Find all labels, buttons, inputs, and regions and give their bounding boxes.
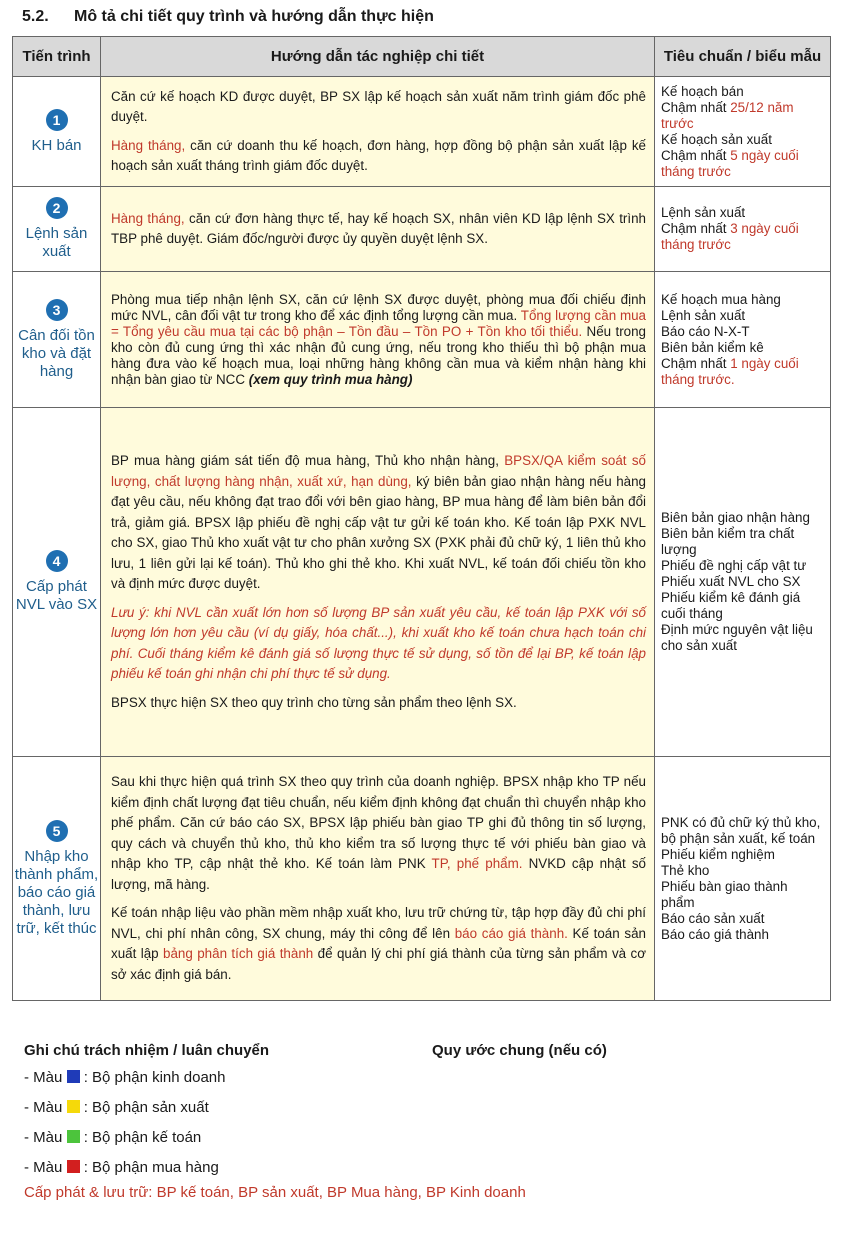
step-number-badge: 1	[46, 109, 68, 131]
table-row	[13, 272, 831, 408]
color-swatch	[67, 1100, 80, 1113]
color-swatch	[67, 1070, 80, 1083]
standard-cell	[655, 408, 831, 757]
standard-item: Báo cáo sản xuất	[661, 910, 765, 926]
step-label: Cân đối tồn kho và đặt hàng	[18, 326, 95, 380]
table-row	[13, 77, 831, 187]
standard-item: Chậm nhất 25/12 năm trước	[661, 99, 794, 131]
standard-item: Lệnh sản xuất	[661, 307, 746, 323]
guide-paragraph: BPSX thực hiện SX theo quy trình cho từng sản phẩm theo lệnh SX.	[111, 694, 517, 710]
standard-item: Phiếu kiểm nghiệm	[661, 846, 775, 862]
guide-cell	[101, 77, 655, 187]
table-row	[13, 757, 831, 1001]
general-convention: Quy ước chung (nếu có)	[432, 1042, 607, 1059]
guide-paragraph	[111, 136, 646, 177]
step-label: KH bán	[31, 136, 82, 154]
color-swatch	[67, 1130, 80, 1143]
color-swatch	[67, 1160, 80, 1173]
legend-item: - Màu : Bộ phận mua hàng	[24, 1159, 219, 1176]
standard-item: Phiếu bàn giao thành phẩm	[661, 878, 788, 910]
step-cell	[13, 408, 101, 757]
step-number-badge: 3	[46, 299, 68, 321]
guide-text: Sau khi thực hiện quá trình SX theo quy trình của doanh nghiệp. BPSX nhập kho TP nếu kiểm định chất lượng đạt tiêu chuẩn, nếu kiểm định không đạt chuẩn thì chuyển nhập kho phế phẩm. Căn cứ báo cáo SX, BPSX lập phiếu bàn giao TP ghi đủ thông tin số lượng, quy cách và chuyển thủ kho, thủ kho kiểm tra số lượng thực tế với phiếu bàn giao và nhập kho TP, cập nhật thẻ kho. Kế toán làm PNK	[111, 774, 646, 871]
standard-item: Thẻ kho	[661, 862, 710, 878]
guide-cell	[101, 272, 655, 408]
standard-item: Kế hoạch bán	[661, 83, 744, 99]
standard-item: Chậm nhất 1 ngày cuối tháng trước.	[661, 355, 799, 387]
guide-text: Căn cứ kế hoạch KD được duyệt, BP SX lập kế hoạch sản xuất năm trình giám đốc phê duyệt.	[111, 88, 646, 124]
standard-item: Biên bản kiểm tra chất lượng	[661, 526, 795, 557]
notes-title: Ghi chú trách nhiệm / luân chuyển	[24, 1042, 270, 1059]
guide-reference: (xem quy trình mua hàng)	[248, 371, 413, 387]
standard-item: Chậm nhất 5 ngày cuối tháng trước	[661, 147, 799, 179]
standard-item: Phiếu xuất NVL cho SX	[661, 574, 801, 589]
standard-item: Lệnh sản xuất	[661, 205, 746, 220]
step-number-badge: 5	[46, 820, 68, 842]
step-label: Lệnh sản xuất	[25, 225, 88, 260]
guide-cell	[101, 187, 655, 272]
guide-text: Kế toán sản xuất lập	[111, 925, 646, 961]
guide-highlight: Hàng tháng,	[111, 137, 186, 153]
standard-item: Biên bản kiểm kê	[661, 339, 764, 355]
step-label: Nhập kho thành phẩm, báo cáo giá thành, lưu trữ, kết thúc	[14, 847, 99, 937]
standard-item: Phiếu đề nghị cấp vật tư	[661, 558, 807, 573]
section-title: Mô tả chi tiết quy trình và hướng dẫn thực hiện	[74, 8, 434, 25]
guide-cell	[101, 408, 655, 757]
guide-text: BP mua hàng giám sát tiến độ mua hàng, Thủ kho nhận hàng,	[111, 453, 505, 468]
guide-note: Lưu ý: khi NVL cần xuất lớn hơn số lượng BP sản xuất yêu cầu, kế toán lập PXK với số lượng lớn hơn yêu cầu (ví dụ giấy, hóa chất...), khi xuất kho kế toán chưa hạch toán chi phí. Cuối tháng kiểm kê đánh giá số lượng thực tế sử dụng, số tồn để lại BP, kế toán lập phiếu kế toán ghi nhận chi phí thực tế sử dụng.	[111, 604, 646, 681]
legend-item: - Màu : Bộ phận kinh doanh	[24, 1069, 226, 1086]
standard-item: Chậm nhất 3 ngày cuối tháng trước	[661, 221, 799, 252]
guide-text: ký biên bản giao nhận hàng nếu hàng đạt yêu cầu, nếu không đạt trao đổi với bên giao hàng, BP mua hàng để làm biên bản đổi trả, giảm giá. BPSX lập phiếu đề nghị cấp vật tư gửi kế toán kho. Kế toán lập PXK NVL cho SX, giao Thủ kho xuất vật tư cho phân xưởng SX (PXK phải đủ chữ ký, 1 liên thủ kho lưu, 1 liên gửi lại kế toán). Thủ kho ghi thẻ kho. Khi xuất NVL, kế toán đối chiếu tồn kho và định mức được duyệt.	[111, 473, 646, 591]
header-standard: Tiêu chuẩn / biểu mẫu	[655, 37, 831, 77]
guide-text: căn cứ doanh thu kế hoạch, đơn hàng, hợp đồng bộ phận sản xuất lập kế hoạch sản xuất tháng trình giám đốc duyệt.	[111, 137, 646, 173]
standard-item: Báo cáo giá thành	[661, 926, 769, 942]
guide-text: NVKD cập nhật số lượng, mã hàng.	[111, 856, 646, 892]
standard-item: Định mức nguyên vật liệu cho sản xuất	[661, 622, 813, 653]
standard-item: Phiếu kiểm kê đánh giá cuối tháng	[661, 590, 801, 621]
guide-highlight: TP, phế phẩm.	[431, 856, 523, 871]
section-heading	[22, 8, 434, 26]
step-number-badge: 4	[46, 550, 68, 572]
header-guide: Hướng dẫn tác nghiệp chi tiết	[101, 37, 655, 77]
guide-text: Nếu trong kho còn đủ cung ứng thì xác nhận đủ cung ứng, nếu trong kho thiếu thì bộ phận mua hàng đưa vào kế hoạch mua, loại những hàng không cần mua và kiểm nhận hàng khi nhận bàn giao từ NCC	[111, 323, 646, 387]
guide-paragraph	[111, 292, 646, 388]
guide-cell	[101, 757, 655, 1001]
standard-cell	[655, 272, 831, 408]
header-step: Tiến trình	[13, 37, 101, 77]
table-row	[13, 408, 831, 757]
table-header-row	[13, 37, 831, 77]
standard-item: Báo cáo N-X-T	[661, 323, 750, 339]
standard-item: Biên bản giao nhận hàng	[661, 510, 810, 525]
guide-highlight: báo cáo giá thành.	[454, 925, 568, 941]
responsibility-notes	[24, 1042, 269, 1189]
guide-paragraph	[111, 451, 646, 595]
table-row	[13, 187, 831, 272]
step-number-badge: 2	[46, 197, 68, 219]
standard-item: Kế hoạch sản xuất	[661, 131, 772, 147]
standard-cell	[655, 77, 831, 187]
step-cell	[13, 77, 101, 187]
guide-text: căn cứ đơn hàng thực tế, hay kế hoạch SX, nhân viên KD lập lệnh SX trình TBP phê duyệt. Giám đốc/người được ủy quyền duyệt lệnh SX.	[111, 210, 646, 246]
guide-paragraph	[111, 87, 646, 128]
guide-text: Phòng mua tiếp nhận lệnh SX, căn cứ lệnh SX được duyệt, phòng mua đối chiếu định mức NVL, cân đối vật tư trong kho để xác định tổng lượng cần mua.	[111, 291, 646, 323]
step-cell	[13, 272, 101, 408]
guide-text: Kế toán nhập liệu vào phần mềm nhập xuất kho, lưu trữ chứng từ, tập hợp đầy đủ chi phí NVL, chi phí nhân công, SX chung, máy thi công để lên	[111, 905, 646, 941]
guide-paragraph	[111, 209, 646, 250]
guide-highlight: Hàng tháng,	[111, 210, 185, 226]
standard-cell	[655, 757, 831, 1001]
storage-note: Cấp phát & lưu trữ: BP kế toán, BP sản xuất, BP Mua hàng, BP Kinh doanh	[24, 1184, 526, 1201]
guide-highlight: Tổng lượng cần mua = Tổng yêu cầu mua tại các bộ phận – Tồn đầu – Tồn PO + Tồn kho tối thiểu.	[111, 307, 647, 339]
standard-item: PNK có đủ chữ ký thủ kho, bộ phận sản xuất, kế toán	[661, 814, 821, 846]
legend-item: - Màu : Bộ phận sản xuất	[24, 1099, 209, 1116]
process-table	[12, 36, 831, 1001]
step-cell	[13, 757, 101, 1001]
guide-paragraph	[111, 903, 646, 985]
step-label: Cấp phát NVL vào SX	[15, 578, 98, 613]
step-cell	[13, 187, 101, 272]
legend-item: - Màu : Bộ phận kế toán	[24, 1129, 202, 1146]
guide-text: để quản lý chi phí giá thành của từng sản phẩm và cơ sở xác định giá bán.	[111, 946, 647, 982]
guide-paragraph	[111, 772, 646, 895]
section-number: 5.2.	[22, 8, 49, 25]
standard-item: Kế hoạch mua hàng	[661, 291, 781, 307]
guide-highlight: BPSX/QA kiểm soát số lượng, chất lượng hàng nhận, xuất xứ, hạn dùng,	[111, 453, 646, 489]
guide-highlight: bảng phân tích giá thành	[163, 946, 314, 961]
standard-cell	[655, 187, 831, 272]
